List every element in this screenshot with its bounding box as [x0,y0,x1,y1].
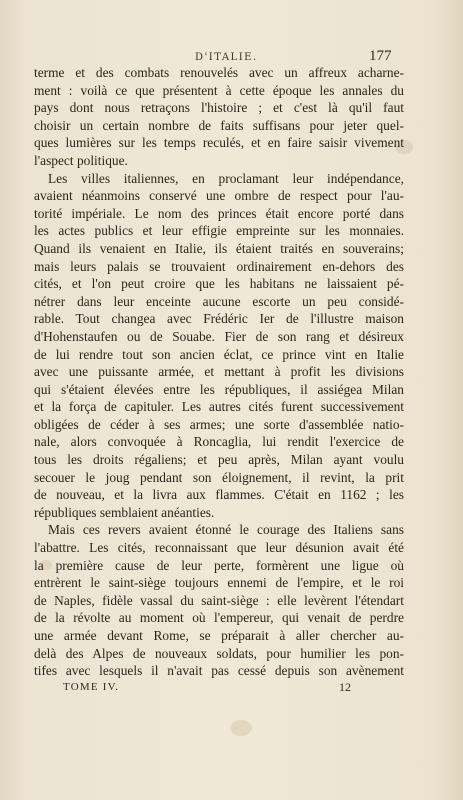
text-line: obligées de céder à ses armes; une sorte d'assemblée natio- [34,416,404,432]
text-line: entrèrent le saint-siège toujours ennemi de l'empire, et le roi [34,575,404,591]
text-line: Mais ces revers avaient étonné le courage des Italiens sans [48,522,404,538]
text-line: Quand ils venaient en Italie, ils étaient traités en souverains; [34,240,404,256]
paper-stain [230,720,252,736]
text-line: la première cause de leur perte, formèrent une ligue où [34,557,404,573]
text-line: torité impériale. Le nom des princes était encore porté dans [34,205,404,221]
paragraph [34,64,404,170]
text-line: les actes publics et leur effigie empreinte sur les monnaies. [34,223,404,239]
text-line: delà des Alpes de nouveaux soldats, pour humilier les pon- [34,645,404,661]
paragraph [34,170,404,522]
text-line: ques lumières sur les temps reculés, et en faire saisir vivement [34,135,404,151]
signature-mark: 12 [339,680,351,694]
text-line: tous les droits régaliens; et peu après, Milan ayant voulu [34,452,404,468]
text-line: l'abattre. Les cités, reconnaissant que leur désunion avait été [34,540,404,556]
text-line: républiques semblaient anéanties. [34,504,215,520]
volume-label: TOME IV. [63,681,120,693]
text-line: d'Hohenstaufen ou de Souabe. Fier de son rang et désireux [34,328,404,344]
text-line: avaient néanmoins conservé une ombre de respect pour l'au- [34,188,404,204]
text-line: ment : voilà ce que présentent à cette époque les annales du [34,82,404,98]
page-number: 177 [369,48,392,64]
running-title: D'ITALIE. [195,52,258,63]
paragraph [34,521,404,679]
text-line: de Naples, fidèle vassal du saint-siège : elle levèrent l'étendart [34,592,404,608]
page-footer [0,679,463,699]
text-line: de la révolte au moment où l'empereur, qui venait de perdre [34,610,404,626]
text-line: une armée devant Rome, se préparait à aller chercher au- [34,628,404,643]
text-line: mais leurs palais se trouvaient ordinairement en-dehors des [34,258,404,274]
text-line: nétrer dans leur enceinte aucune escorte un peu considé- [34,293,404,309]
text-line: qui s'étaient élevées entre les républiques, il assiégea Milan [34,381,404,397]
text-line: tifes avec lesquels il n'avait pas cessé depuis son avènement [34,663,404,679]
text-line: de lui rendre tout son ancien éclat, ce prince vint en Italie [34,346,404,362]
text-line: secouer le joug pendant son éloignement, il revint, la prit [34,469,404,485]
text-line: terme et des combats renouvelés avec un affreux acharne- [34,65,404,80]
body-text [34,64,404,680]
text-line: et la força de capituler. Les autres cités furent successivement [34,399,404,415]
text-line: cités, et l'on peut croire que les habitans ne laissaient pé- [34,276,404,292]
text-line: de nouveau, et la livra aux flammes. C'était en 1162 ; les [34,487,404,503]
text-line: pays dont nous retraçons l'histoire ; et c'est là qu'il faut [34,100,404,116]
text-line: rable. Tout changea avec Frédéric Ier de l'illustre maison [34,311,404,327]
text-line: Les villes italiennes, en proclamant leur indépendance, [48,170,404,186]
text-line: l'aspect politique. [34,152,128,168]
text-line: avec une puissante armée, et mettant à profit les divisions [34,364,404,380]
text-line: nale, alors convoquée à Roncaglia, lui rendit l'exercice de [34,434,404,450]
text-line: choisir un certain nombre de faits suffisans pour jeter quel- [34,117,404,133]
